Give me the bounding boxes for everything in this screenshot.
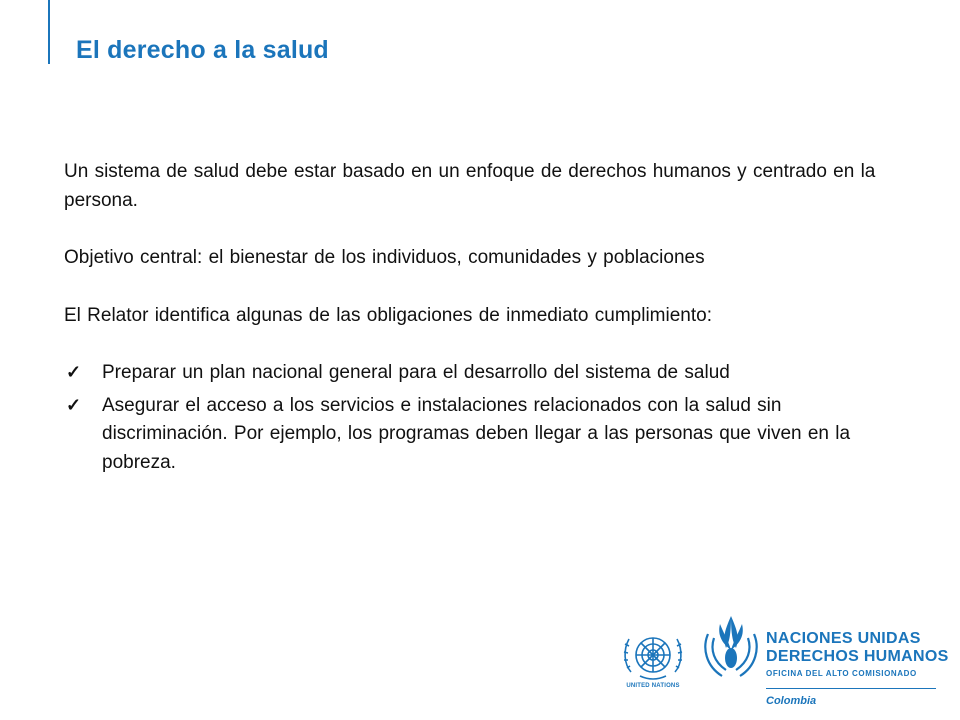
- checkmark-icon: ✓: [66, 394, 82, 415]
- ohchr-line-derechos-humanos: DERECHOS HUMANOS: [766, 648, 949, 665]
- checkmark-icon: ✓: [66, 362, 82, 382]
- paragraph-human-rights-approach: Un sistema de salud debe estar basado en un enfoque de derechos humanos y centrado en la persona.: [64, 161, 876, 211]
- slide-body: [64, 158, 894, 481]
- checklist-item: [64, 392, 894, 478]
- ohchr-divider: [766, 688, 936, 689]
- ohchr-wordmark: [766, 630, 949, 678]
- paragraph-rapporteur-obligations: El Relator identifica algunas de las obligaciones de inmediato cumplimiento:: [64, 304, 712, 326]
- ohchr-line-oficina: OFICINA DEL ALTO COMISIONADO: [766, 669, 917, 678]
- title-accent-line: [48, 0, 50, 64]
- checklist-item: [64, 359, 894, 388]
- slide-title: El derecho a la salud: [76, 36, 329, 64]
- ohchr-country-label: Colombia: [766, 695, 817, 707]
- checklist-item-text: Preparar un plan nacional general para el desarrollo del sistema de salud: [102, 362, 730, 383]
- paragraph-central-objective: Objetivo central: el bienestar de los individuos, comunidades y poblaciones: [64, 247, 705, 268]
- ohchr-line-naciones-unidas: NACIONES UNIDAS: [766, 630, 921, 647]
- checklist-item-text: Asegurar el acceso a los servicios e instalaciones relacionados con la salud sin discriminación. Por ejemplo, los programas deben llegar a las personas que viven en la pobreza.: [102, 394, 851, 473]
- ohchr-flame-icon: [700, 614, 762, 684]
- obligations-checklist: [64, 359, 894, 477]
- un-logo-label: UNITED NATIONS: [626, 683, 680, 689]
